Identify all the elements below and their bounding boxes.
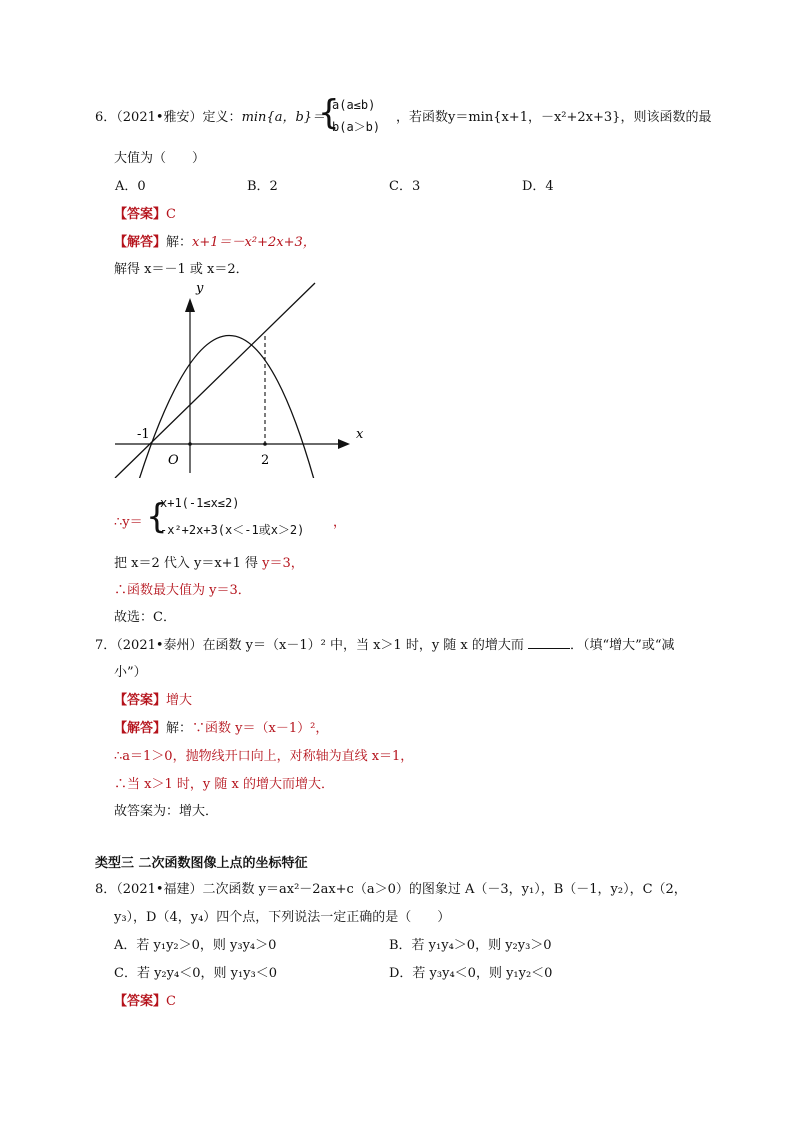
q6-stem-c: 大值为（ ） <box>114 151 206 166</box>
point-x2 <box>263 442 267 446</box>
q6-sol-1a: 解： <box>166 235 193 250</box>
q6-solution-line2: 解得 x＝－1 或 x＝2． <box>114 262 249 277</box>
q7-stem-line2: 小”） <box>114 665 147 680</box>
line-y-x-plus-1 <box>115 283 315 478</box>
q6-option-c: C．3 <box>389 179 421 194</box>
q8-stem-line2: y₃），D（4，y₄）四个点，下列说法一定正确的是（ ） <box>114 910 451 925</box>
q6-solution-label: 【解答】 <box>114 235 167 250</box>
q6-source: （2021•雅安） <box>116 110 203 125</box>
neg1-label: -1 <box>137 427 150 442</box>
q6-stem-line1 <box>95 106 325 125</box>
q6-piece-brace: { <box>146 497 168 537</box>
y-axis-arrow <box>185 298 195 312</box>
x-axis-arrow <box>338 439 350 449</box>
q6-solution-line1 <box>114 231 316 250</box>
q6-option-d: D．4 <box>522 179 554 194</box>
q6-answer <box>114 203 176 222</box>
q7-answer <box>114 689 192 708</box>
q8-stem-line1: 8．（2021•福建）二次函数 y＝ax²－2ax+c（a＞0）的图象过 A（－3，y₁），B（－1，y₂），C（2， <box>95 882 687 897</box>
y-axis-label: y <box>196 281 204 296</box>
q6-option-a: A．0 <box>115 179 146 194</box>
q8-answer-value: C <box>166 994 176 1009</box>
origin-label: O <box>168 453 179 468</box>
q8-option-b: B．若 y₁y₄＞0，则 y₂y₃＞0 <box>389 938 552 953</box>
q7-stem1: 7．（2021•泰州）在函数 y＝（x－1）² 中，当 x＞1 时，y 随 x 的增大而 <box>95 638 524 653</box>
q8-answer <box>114 990 176 1009</box>
q7-solution-line3: ∴当 x＞1 时，y 随 x 的增大而增大． <box>114 777 334 792</box>
q7-solution-line1 <box>114 717 328 736</box>
q8-option-c: C．若 y₂y₄＜0，则 y₁y₃＜0 <box>114 966 277 981</box>
q7-fill-blank <box>528 638 570 649</box>
q8-answer-label: 【答案】 <box>114 994 167 1009</box>
q6-solution-line4 <box>114 552 304 571</box>
q6-answer-label: 【答案】 <box>114 207 167 222</box>
point-origin <box>188 442 192 446</box>
q7-solution-label: 【解答】 <box>114 721 167 736</box>
q6-stem-b: ，若函数y＝min{x+1，－x²+2x+3}，则该函数的最 <box>396 110 712 125</box>
q6-option-b: B．2 <box>247 179 278 194</box>
q6-sol-4a: 把 x＝2 代入 y＝x+1 得 <box>114 556 263 571</box>
q6-min-def: min{a，b}＝ <box>241 110 326 125</box>
q6-piece-suffix: ， <box>333 515 347 530</box>
q6-case1: a(a≤b) <box>332 98 376 112</box>
x-axis-label: x <box>356 427 364 442</box>
parabola-curve <box>138 336 315 479</box>
q6-piece1: x+1(-1≤x≤2) <box>160 496 240 510</box>
q7-stem-line1 <box>95 634 674 653</box>
q7-sol-1b: ∵函数 y＝（x－1）²， <box>192 721 329 736</box>
two-label: 2 <box>261 453 270 468</box>
q8-option-a: A．若 y₁y₂＞0，则 y₃y₄＞0 <box>114 938 277 953</box>
q6-piece2: -x²+2x+3(x＜-1或x＞2) <box>160 523 305 537</box>
q6-solution-line5: ∴函数最大值为 y＝3． <box>114 583 251 598</box>
q6-sol-4b: y＝3， <box>262 556 304 571</box>
section-title: 类型三 二次函数图像上点的坐标特征 <box>95 856 308 871</box>
q6-answer-value: C <box>166 207 176 222</box>
q7-solution-line2: ∴a＝1＞0，抛物线开口向上，对称轴为直线 x＝1， <box>114 749 414 764</box>
q7-solution-line4: 故答案为：增大． <box>114 804 219 819</box>
q7-stem1-end: ．（填“增大”或“减 <box>570 638 675 653</box>
q6-graph <box>110 278 370 478</box>
q6-stem-a: 定义： <box>202 110 242 125</box>
q6-sol-1b: x+1＝－x²+2x+3， <box>192 235 316 250</box>
q6-brace: { <box>318 93 340 133</box>
q6-case2: b(a＞b) <box>332 120 381 134</box>
q7-answer-label: 【答案】 <box>114 693 167 708</box>
q6-solution-line6: 故选：C． <box>114 610 176 625</box>
q6-number: 6． <box>95 110 117 125</box>
q6-piece-prefix: ∴y＝ <box>114 515 143 530</box>
q7-answer-value: 增大 <box>166 693 193 708</box>
q7-sol-1a: 解： <box>166 721 193 736</box>
q8-option-d: D．若 y₃y₄＜0，则 y₁y₂＜0 <box>389 966 553 981</box>
